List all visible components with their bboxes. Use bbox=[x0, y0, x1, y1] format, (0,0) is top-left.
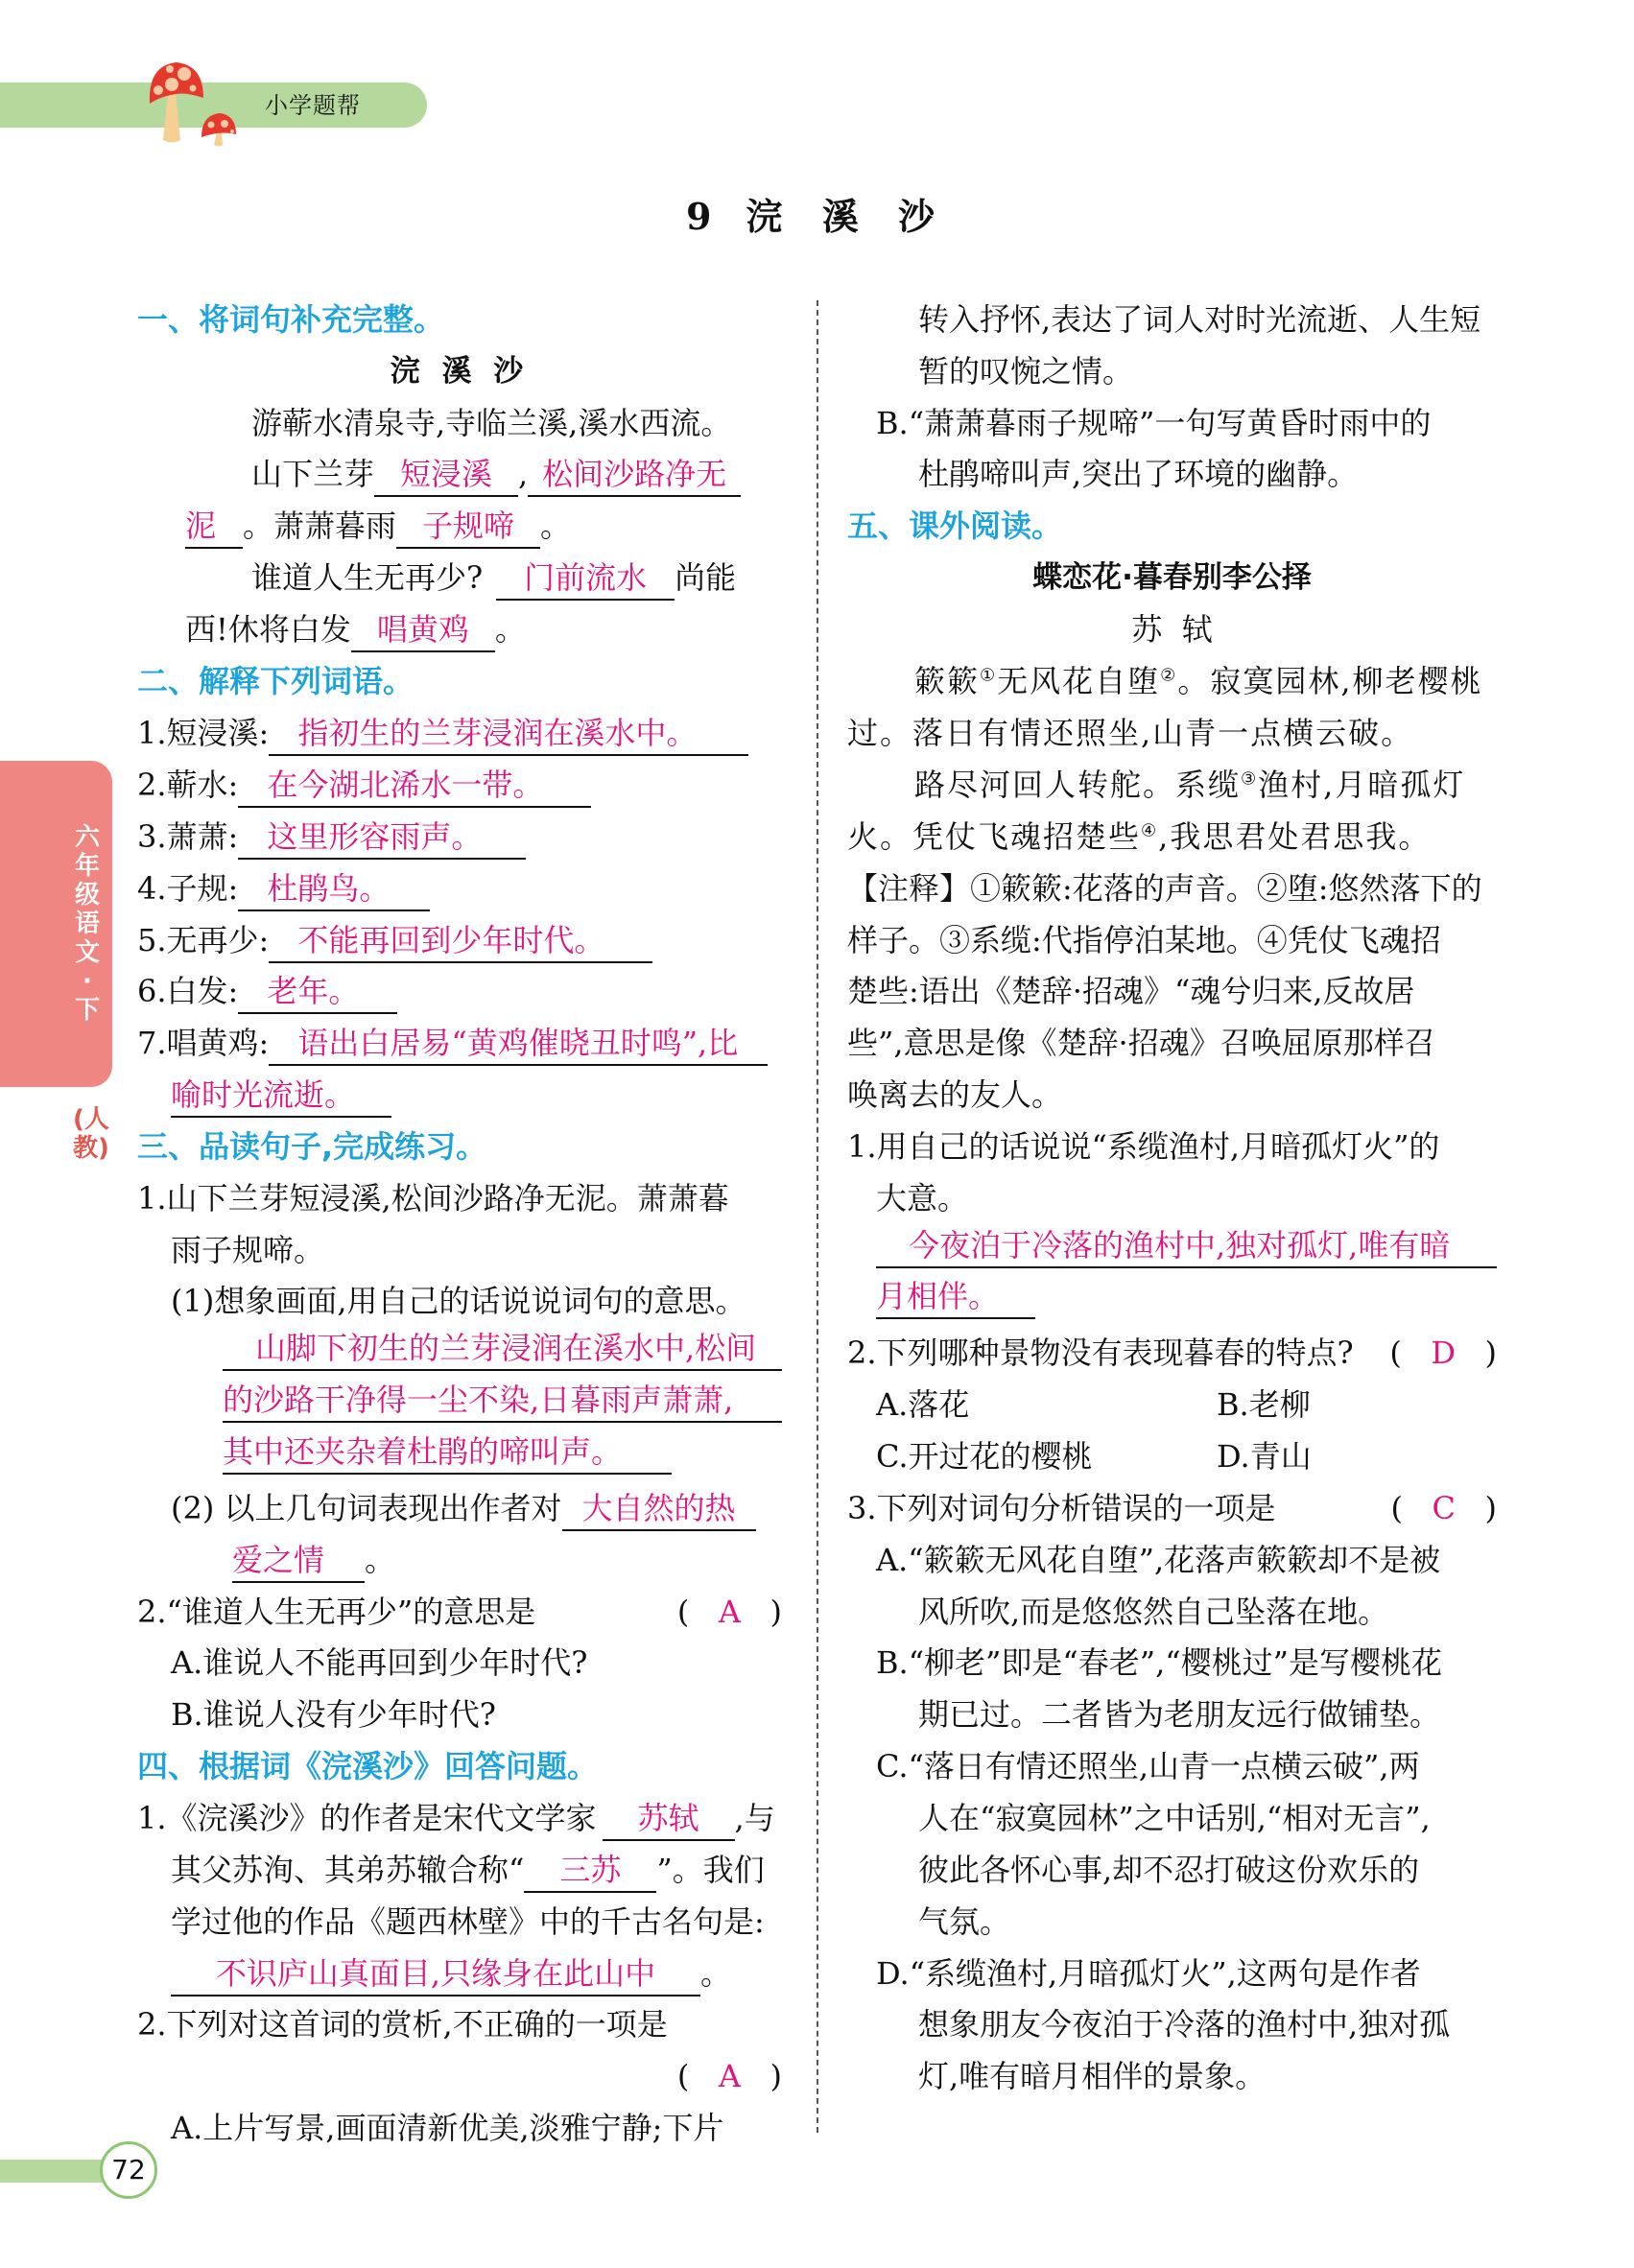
choice-answer: D bbox=[1431, 1335, 1456, 1371]
footnote-mark: ② bbox=[1160, 665, 1178, 686]
answer-blank-5[interactable]: 唱黄鸡 bbox=[351, 608, 495, 652]
text: 无风花自堕 bbox=[997, 663, 1161, 699]
answer-text: 月相伴。 bbox=[876, 1275, 1035, 1319]
choice-answer-row bbox=[137, 2050, 782, 2102]
choice-option: A.落花 bbox=[876, 1386, 970, 1423]
text: 。 bbox=[700, 1955, 732, 1992]
choice-question bbox=[847, 1482, 1497, 1534]
option-label: A. bbox=[876, 1542, 909, 1578]
choice-option bbox=[876, 1740, 1420, 1792]
vocab-term: 4.子规: bbox=[137, 870, 239, 907]
answer-blank-1[interactable]: 短浸溪 bbox=[374, 453, 518, 497]
answer-line[interactable] bbox=[223, 1327, 782, 1379]
choice-question bbox=[137, 1586, 782, 1638]
question-text: 雨子规啼。 bbox=[171, 1232, 325, 1268]
choice-option: C.开过花的樱桃 bbox=[876, 1438, 1093, 1475]
choice-answer: A bbox=[718, 1594, 741, 1630]
answer-blank-3[interactable]: 子规啼 bbox=[396, 505, 540, 549]
answer-line[interactable] bbox=[223, 1379, 782, 1430]
answer-blank-2-cont[interactable]: 泥 bbox=[185, 505, 243, 549]
choice-option bbox=[876, 1534, 1440, 1586]
vocab-term: 3.萧萧: bbox=[137, 818, 239, 855]
text: 山下兰芽 bbox=[251, 456, 375, 492]
choice-option: A.上片写景,画面清新优美,淡雅宁静;下片 bbox=[171, 2110, 724, 2146]
question-text: 2.下列哪种景物没有表现暮春的特点? bbox=[847, 1335, 1354, 1371]
fill-line-1 bbox=[251, 448, 782, 500]
grade-label: 六年级语文·下 bbox=[74, 823, 100, 1025]
answer-line[interactable] bbox=[223, 1430, 672, 1482]
choice-option: D.青山 bbox=[1217, 1438, 1312, 1475]
page-title bbox=[0, 194, 1634, 240]
choice-option-cont: 暂的叹惋之情。 bbox=[918, 353, 1134, 390]
poem-line: 过。落日有情还照坐,山青一点横云破。 bbox=[847, 715, 1414, 751]
choice-answer: A bbox=[718, 2058, 741, 2094]
answer-text: 其中还夹杂着杜鹃的啼叫声。 bbox=[223, 1430, 672, 1475]
vocab-item-5 bbox=[137, 914, 652, 966]
fill-line-2 bbox=[185, 500, 571, 552]
text: 。 bbox=[540, 508, 572, 544]
vocab-answer[interactable]: 这里形容雨声。 bbox=[238, 815, 526, 860]
question-text: 1.山下兰芽短浸溪,松间沙路净无泥。萧萧暮 bbox=[137, 1180, 729, 1217]
choice-option-cont: 杜鹃啼叫声,突出了环境的幽静。 bbox=[918, 456, 1359, 492]
text: (2) 以上几句词表现出作者对 bbox=[171, 1490, 562, 1526]
note-line: 楚些:语出《楚辞·招魂》“魂兮归来,反故居 bbox=[847, 973, 1415, 1009]
question-text: 3.下列对词句分析错误的一项是 bbox=[847, 1490, 1276, 1526]
answer-blank-4[interactable]: 门前流水 bbox=[496, 556, 675, 601]
vocab-answer-cont[interactable]: 喻时光流逝。 bbox=[171, 1074, 391, 1118]
choice-option-cont: 灯,唯有暗月相伴的景象。 bbox=[918, 2058, 1267, 2094]
vocab-term: 7.唱黄鸡: bbox=[137, 1025, 270, 1061]
sub-question bbox=[171, 1482, 782, 1534]
section-heading-2: 二、解释下列词语。 bbox=[137, 663, 414, 699]
answer-blank[interactable]: 三苏 bbox=[524, 1849, 656, 1893]
answer-line[interactable] bbox=[876, 1224, 1497, 1276]
brand-label: 小学题帮 bbox=[265, 92, 361, 119]
text: ,与 bbox=[734, 1800, 775, 1836]
publisher-label: (人教) bbox=[73, 1105, 109, 1163]
lesson-number: 9 bbox=[686, 195, 712, 238]
vocab-item-4 bbox=[137, 862, 430, 914]
reading-poem-title: 蝶恋花·暮春别李公择 bbox=[1032, 560, 1312, 595]
vocab-term: 6.白发: bbox=[137, 973, 239, 1009]
lesson-title: 浣 溪 沙 bbox=[746, 196, 948, 238]
text: 火。凭仗飞魂招楚些 bbox=[847, 818, 1142, 855]
choice-question bbox=[847, 1327, 1497, 1379]
text: ,我思君处君思我。 bbox=[1158, 818, 1432, 855]
vocab-answer[interactable]: 在今湖北浠水一带。 bbox=[238, 764, 591, 808]
choice-option bbox=[876, 1637, 1442, 1689]
poem-line bbox=[847, 811, 1431, 862]
answer-line[interactable] bbox=[876, 1275, 1035, 1327]
choice-option: B.老柳 bbox=[1217, 1386, 1311, 1423]
choice-option-cont: 想象朋友今夜泊于冷落的渔村中,独对孤 bbox=[918, 2006, 1451, 2043]
answer-blank[interactable]: 爱之情 bbox=[232, 1539, 365, 1583]
option-text: “系缆渔村,月暗孤灯火”,这两句是作者 bbox=[909, 1955, 1421, 1992]
vocab-item-2 bbox=[137, 759, 591, 811]
text: 1.《浣溪沙》的作者是宋代文学家 bbox=[137, 1800, 597, 1836]
vocab-item-6 bbox=[137, 965, 397, 1017]
choice-option-cont: 气氛。 bbox=[918, 1903, 1011, 1940]
vocab-answer[interactable]: 语出白居易“黄鸡催晓丑时鸣”,比 bbox=[269, 1022, 768, 1066]
text: 其父苏洵、其弟苏辙合称“ bbox=[171, 1852, 525, 1888]
fill-line-3 bbox=[251, 552, 736, 603]
page-number: 72 bbox=[100, 2141, 157, 2199]
answer-text: 今夜泊于冷落的渔村中,独对孤灯,唯有暗 bbox=[876, 1224, 1497, 1268]
mushroom-icon bbox=[144, 56, 249, 147]
answer-blank[interactable]: 不识庐山真面目,只缘身在此山中 bbox=[171, 1952, 700, 1996]
vocab-answer[interactable]: 不能再回到少年时代。 bbox=[269, 919, 652, 963]
answer-paren[interactable]: ( C ) bbox=[1390, 1490, 1497, 1526]
note-line: 唤离去的友人。 bbox=[847, 1076, 1063, 1113]
vocab-answer[interactable]: 指初生的兰芽浸润在溪水中。 bbox=[269, 712, 748, 756]
poem-line bbox=[914, 655, 1483, 707]
note-line: 些”,意思是像《楚辞·招魂》召唤屈原那样召 bbox=[847, 1025, 1435, 1061]
text: 渔村,月暗孤灯 bbox=[1258, 767, 1466, 803]
note-line: 【注释】①簌簌:花落的声音。②堕:悠然落下的 bbox=[847, 870, 1482, 907]
choice-option-cont: 转入抒怀,表达了词人对时光流逝、人生短 bbox=[918, 301, 1481, 338]
choice-option: B.“萧萧暮雨子规啼”一句写黄昏时雨中的 bbox=[876, 405, 1432, 441]
text: 。寂寞园林,柳老樱桃 bbox=[1177, 663, 1483, 699]
sub-question: (1)想象画面,用自己的话说说词句的意思。 bbox=[171, 1283, 746, 1319]
choice-option-cont: 彼此各怀心事,却不忍打破这份欢乐的 bbox=[918, 1852, 1420, 1888]
question-text: 2.“谁道人生无再少”的意思是 bbox=[137, 1594, 536, 1630]
fill-line bbox=[171, 1948, 731, 1999]
choice-option-cont: 人在“寂寞园林”之中话别,“相对无言”, bbox=[918, 1800, 1431, 1836]
option-text: “柳老”即是“春老”,“樱桃过”是写樱桃花 bbox=[908, 1644, 1443, 1681]
section-heading-1: 一、将词句补充完整。 bbox=[137, 301, 445, 338]
section-heading-3: 三、品读句子,完成练习。 bbox=[137, 1128, 487, 1165]
question-text: 1.用自己的话说说“系缆渔村,月暗孤灯火”的 bbox=[847, 1128, 1440, 1165]
choice-option bbox=[876, 1948, 1421, 1999]
section-heading-5: 五、课外阅读。 bbox=[847, 508, 1063, 544]
footnote-mark: ④ bbox=[1141, 820, 1159, 841]
option-text: “落日有情还照坐,山青一点横云破”,两 bbox=[908, 1748, 1420, 1784]
question-text: 2.下列对这首词的赏析,不正确的一项是 bbox=[137, 2006, 668, 2043]
footnote-mark: ① bbox=[980, 665, 998, 686]
text: 簌簌 bbox=[914, 663, 981, 699]
fill-line bbox=[171, 1844, 765, 1896]
option-label: B. bbox=[876, 1644, 909, 1681]
vocab-term: 5.无再少: bbox=[137, 922, 270, 958]
footer-bar bbox=[0, 2160, 106, 2183]
answer-blank-2[interactable]: 松间沙路净无 bbox=[528, 453, 741, 497]
answer-blank[interactable]: 大自然的热 bbox=[562, 1487, 756, 1531]
answer-text: 的沙路干净得一尘不染,日暮雨声萧萧, bbox=[223, 1379, 782, 1423]
vocab-answer[interactable]: 老年。 bbox=[238, 970, 397, 1014]
section-heading-4: 四、根据词《浣溪沙》回答问题。 bbox=[137, 1748, 599, 1784]
vocab-answer[interactable]: 杜鹃鸟。 bbox=[238, 867, 430, 911]
vocab-item-1 bbox=[137, 707, 748, 759]
text: 。萧萧暮雨 bbox=[243, 508, 397, 544]
answer-paren[interactable]: ( A ) bbox=[676, 1594, 782, 1630]
poem-preface: 游蕲水清泉寺,寺临兰溪,溪水西流。 bbox=[251, 405, 732, 441]
vocab-item-3 bbox=[137, 811, 526, 862]
text: 。 bbox=[494, 611, 526, 648]
option-label: C. bbox=[876, 1748, 909, 1784]
text: 西!休将白发 bbox=[185, 611, 351, 648]
poem-line bbox=[914, 759, 1465, 811]
fill-line-4 bbox=[185, 603, 526, 655]
choice-option: A.谁说人不能再回到少年时代? bbox=[171, 1644, 588, 1681]
footnote-mark: ③ bbox=[1241, 768, 1259, 790]
text: 尚能 bbox=[675, 559, 737, 596]
choice-option: B.谁说人没有少年时代? bbox=[171, 1696, 496, 1733]
choice-option-cont: 期已过。二者皆为老朋友远行做铺垫。 bbox=[918, 1696, 1441, 1733]
choice-answer: C bbox=[1432, 1490, 1456, 1526]
fill-line bbox=[137, 1792, 782, 1844]
answer-text: 山脚下初生的兰芽浸润在溪水中,松间 bbox=[223, 1327, 782, 1371]
answer-paren[interactable]: ( A ) bbox=[676, 2058, 782, 2094]
vocab-item-7 bbox=[137, 1017, 768, 1069]
reading-author: 苏 轼 bbox=[1131, 611, 1213, 648]
vocab-item-7-cont bbox=[171, 1069, 391, 1121]
vocab-term: 2.蕲水: bbox=[137, 767, 239, 803]
option-label: D. bbox=[876, 1955, 910, 1992]
text: , bbox=[518, 456, 529, 492]
answer-paren[interactable]: ( D ) bbox=[1389, 1335, 1497, 1371]
vocab-term: 1.短浸溪: bbox=[137, 715, 270, 751]
sub-question-cont bbox=[232, 1534, 395, 1586]
poem-title: 浣 溪 沙 bbox=[390, 354, 530, 389]
text: 路尽河回人转舵。系缆 bbox=[914, 767, 1242, 803]
text: ”。我们 bbox=[656, 1852, 765, 1888]
choice-option-cont: 风所吹,而是悠悠然自己坠落在地。 bbox=[918, 1594, 1389, 1630]
note-line: 样子。③系缆:代指停泊某地。④凭仗飞魂招 bbox=[847, 922, 1441, 958]
column-divider bbox=[817, 300, 818, 2133]
text: 谁道人生无再少? bbox=[251, 559, 484, 596]
question-text: 大意。 bbox=[876, 1180, 969, 1217]
answer-blank[interactable]: 苏轼 bbox=[603, 1797, 735, 1841]
option-text: “簌簌无风花自堕”,花落声簌簌却不是被 bbox=[908, 1542, 1441, 1578]
question-text: 学过他的作品《题西林壁》中的千古名句是: bbox=[171, 1903, 765, 1940]
text: 。 bbox=[365, 1542, 396, 1578]
